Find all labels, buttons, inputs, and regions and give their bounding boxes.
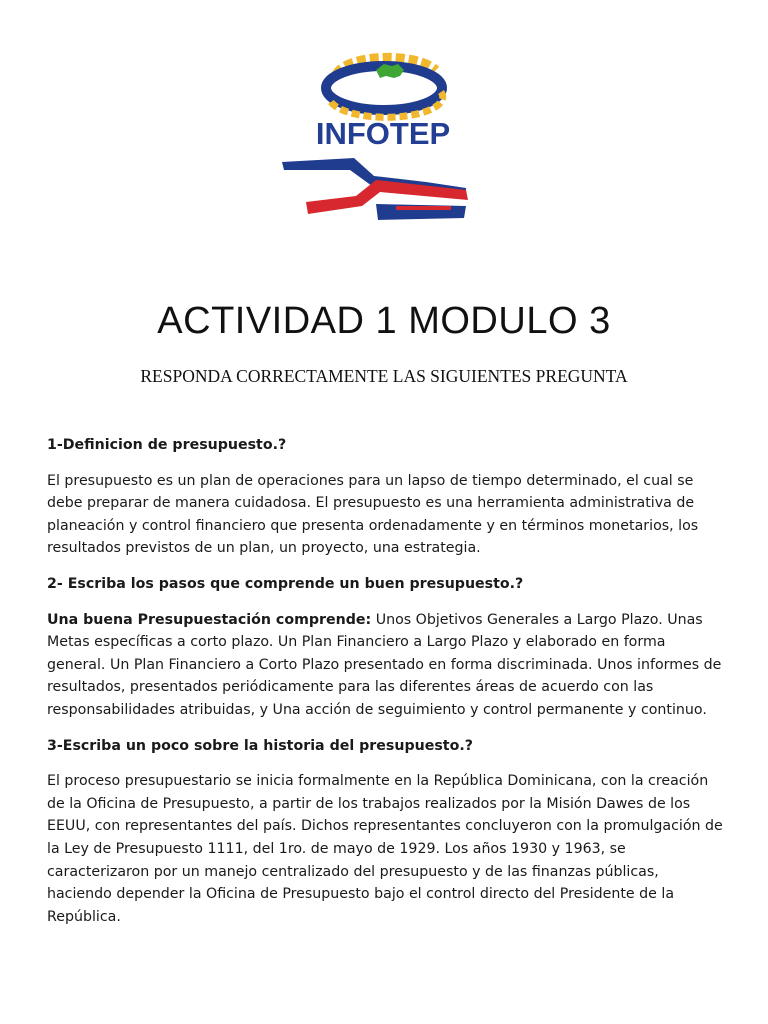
document-body: [47, 434, 727, 941]
answer-2-text: Unos Objetivos Generales a Largo Plazo. Unas Metas específicas a corto plazo. Un Plan Financiero a Largo Plazo y elaborado en forma general. Un Plan Financiero a Corto Plazo presentado en forma discriminada. Unos informes de resultados, presentados periódicamente para las diferentes áreas de acuerdo con las responsabilidades atribuidas, y Una acción de seguimiento y control permanente y continuo.: [47, 611, 722, 718]
answer-1-text: El presupuesto es un plan de operaciones para un lapso de tiempo determinado, el cual se debe preparar de manera cuidadosa. El presupuesto es una herramienta administrativa de planeación y control financiero que presenta ordenadamente y en términos monetarios, los resultados previstos de un plan, un proyecto, una estrategia.: [47, 472, 699, 557]
answer-1: [47, 470, 727, 560]
infotep-brand-text: INFOTEP: [315, 116, 451, 151]
question-2: 2- Escriba los pasos que comprende un buen presupuesto.?: [47, 575, 524, 592]
question-1: 1-Definicion de presupuesto.?: [47, 437, 287, 453]
answer-2: [47, 609, 727, 722]
answer-2-lead: Una buena Presupuestación comprende:: [47, 611, 372, 628]
answer-3-text: El proceso presupuestario se inicia formalmente en la República Dominicana, con la creación de la Oficina de Presupuesto, a partir de los trabajos realizados por la Misión Dawes de los EEUU, con representantes del país. Dichos representantes concluyeron con la promulgación de la Ley de Presupuesto 1111, del 1ro. de mayo de 1929. Los años 1930 y 1963, se caracterizaron por un manejo centralizado del presupuesto y de las finanzas públicas, haciendo depender la Oficina de Presupuesto bajo el control directo del Presidente de la República.: [47, 773, 723, 925]
question-3: 3-Escriba un poco sobre la historia del presupuesto.?: [47, 737, 473, 754]
document-title: ACTIVIDAD 1 MODULO 3: [157, 300, 611, 342]
infotep-logo-graphic: [276, 30, 490, 230]
infotep-logo: [276, 30, 490, 230]
answer-3: [47, 770, 727, 928]
document-subtitle: RESPONDA CORRECTAMENTE LAS SIGUIENTES PREGUNTA: [140, 366, 628, 386]
